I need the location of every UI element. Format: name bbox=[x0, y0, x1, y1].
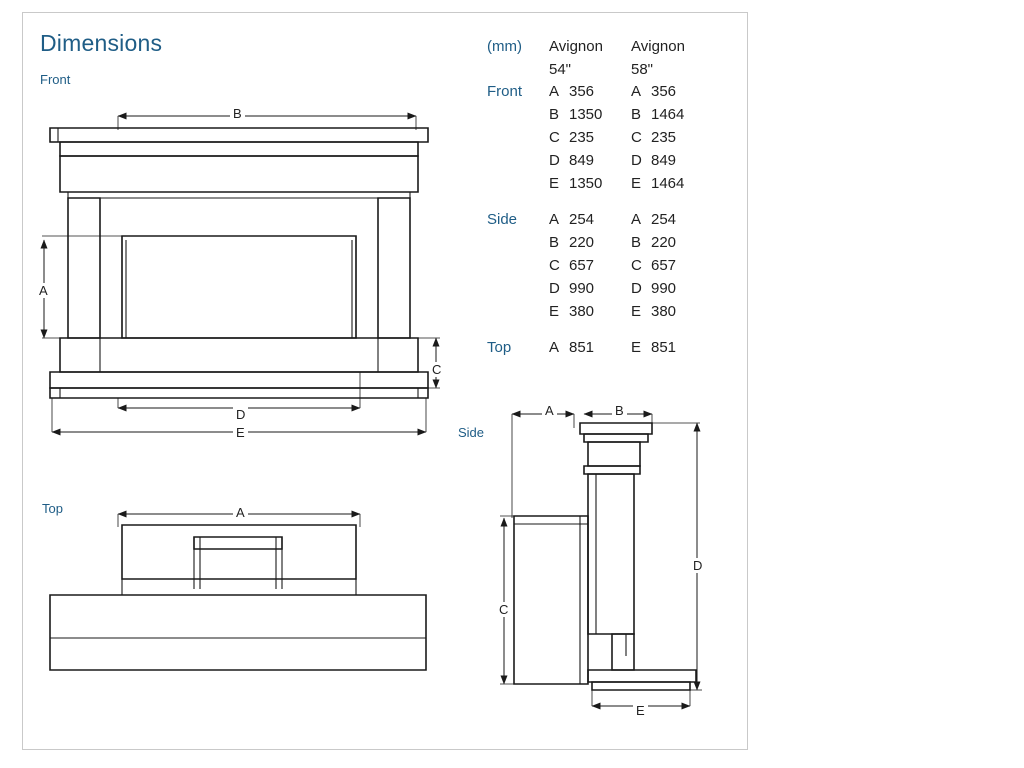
side-view-drawing bbox=[500, 398, 750, 718]
side-dim-c: C bbox=[496, 602, 511, 617]
cell-side-c-col2: C 657 bbox=[631, 257, 677, 274]
cell-side-d-col1: D 990 bbox=[549, 280, 595, 297]
side-dim-d: D bbox=[690, 558, 705, 573]
section-label-top: Top bbox=[487, 339, 512, 356]
column-header-1-line1: Avignon bbox=[549, 38, 603, 55]
cell-side-b-col2: B 220 bbox=[631, 234, 677, 251]
front-dim-b: B bbox=[230, 106, 245, 121]
side-dim-b: B bbox=[612, 403, 627, 418]
front-dim-e: E bbox=[233, 425, 248, 440]
cell-side-c-col1: C 657 bbox=[549, 257, 595, 274]
cell-front-d-col2: D 849 bbox=[631, 152, 677, 169]
front-view-drawing bbox=[34, 100, 454, 480]
cell-front-d-col1: D 849 bbox=[549, 152, 595, 169]
front-dim-a: A bbox=[36, 283, 51, 298]
cell-front-c-col2: C 235 bbox=[631, 129, 677, 146]
table-row bbox=[487, 303, 713, 326]
table-row bbox=[487, 257, 713, 280]
cell-front-e-col2: E 1464 bbox=[631, 175, 685, 192]
table-header-row-2 bbox=[487, 61, 713, 83]
cell-front-b-col1: B 1350 bbox=[549, 106, 603, 123]
cell-side-b-col1: B 220 bbox=[549, 234, 595, 251]
table-row bbox=[487, 106, 713, 129]
table-row bbox=[487, 83, 713, 106]
table-row bbox=[487, 129, 713, 152]
cell-front-a-col2: A 356 bbox=[631, 83, 677, 100]
column-header-2-line2: 58" bbox=[631, 61, 654, 78]
cell-side-e-col1: E 380 bbox=[549, 303, 595, 320]
table-header-row bbox=[487, 38, 713, 61]
table-row bbox=[487, 234, 713, 257]
side-dim-a: A bbox=[542, 403, 557, 418]
view-label-side: Side bbox=[458, 425, 485, 440]
column-header-1-sub bbox=[549, 61, 631, 78]
section-label-side: Side bbox=[487, 211, 518, 228]
cell-top-a-col1: A 851 bbox=[549, 339, 595, 356]
table-row bbox=[487, 175, 713, 198]
cell-side-e-col2: E 380 bbox=[631, 303, 677, 320]
top-dim-a: A bbox=[233, 505, 248, 520]
cell-top-a-col2: E 851 bbox=[631, 339, 677, 356]
cell-side-a-col1: A 254 bbox=[549, 211, 595, 228]
column-header-2-sub bbox=[631, 61, 713, 78]
cell-front-c-col1: C 235 bbox=[549, 129, 595, 146]
table-row bbox=[487, 339, 713, 362]
top-view-drawing bbox=[34, 495, 434, 715]
dimension-table bbox=[487, 38, 713, 362]
view-label-top: Top bbox=[42, 501, 63, 516]
cell-front-a-col1: A 356 bbox=[549, 83, 595, 100]
column-header-1-line2: 54" bbox=[549, 61, 572, 78]
table-row bbox=[487, 211, 713, 234]
cell-front-b-col2: B 1464 bbox=[631, 106, 685, 123]
cell-front-e-col1: E 1350 bbox=[549, 175, 603, 192]
side-dim-e: E bbox=[633, 703, 648, 718]
table-row bbox=[487, 280, 713, 303]
table-row bbox=[487, 152, 713, 175]
front-dim-d: D bbox=[233, 407, 248, 422]
column-header-2-line1: Avignon bbox=[631, 38, 685, 55]
page-title: Dimensions bbox=[40, 30, 163, 56]
section-label-front: Front bbox=[487, 83, 523, 100]
cell-side-a-col2: A 254 bbox=[631, 211, 677, 228]
unit-header: (mm) bbox=[487, 38, 522, 55]
column-header-2 bbox=[631, 38, 713, 55]
view-label-front: Front bbox=[40, 72, 71, 87]
front-dim-c: C bbox=[429, 362, 444, 377]
column-header-1 bbox=[549, 38, 631, 55]
cell-side-d-col2: D 990 bbox=[631, 280, 677, 297]
